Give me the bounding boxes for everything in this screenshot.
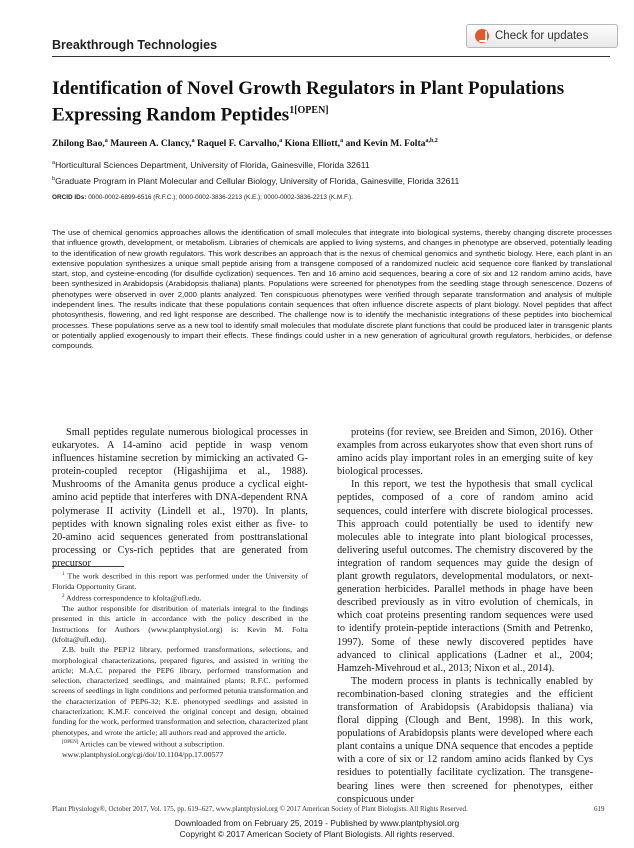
download-notice: Downloaded from on February 25, 2019 - Published by www.plantphysiol.org — [174, 818, 460, 828]
abstract: The use of chemical genomics approaches allows the identification of small molecules that integrate into biological systems, thereby changing discrete processes that influence growth, development, or metabolism. Libraries of chemicals are applied to living systems, and changes in phenotype are observed, potentially leading to the identification of new growth regulators. This work describes an approach that is the nexus of chemical genomics and synthetic biology. Here, each plant in an extensive population synthesizes a unique small peptide arising from a transgene composed of a randomized nucleic acid sequence core flanked by translational start, stop, and cysteine-encoding (for disulfide cyclization) sequences. Ten and 16 amino acid sequences, bearing a core of six and 12 random amino acids, have been synthesized in Arabidopsis (Arabidopsis thaliana) plants. Populations were screened for phenotypes from the seedling stage through senescence. Dozens of phenotypes were observed in over 2,000 plants analyzed. Ten conspicuous phenotypes were verified through separate transformation and analysis of multiple independent lines. The results indicate that these populations contain sequences that often influence discrete aspects of plant biology. Novel peptides that affect photosynthesis, flowering, and red light response are described. The challenge now is to identify the mechanistic integrations of these peptides into biochemical processes. These populations serve as a new tool to identify small molecules that modulate discrete plant functions that could be produced later in transgenic plants or potentially applied exogenously to impart their effects. These findings could usher in a new generation of agricultural growth regulators, herbicides, or defense compounds. — [52, 228, 612, 351]
body-paragraph: In this report, we test the hypothesis that small cyclical peptides, composed of a core of random amino acid sequences, could interfere with discrete biological processes. This approach could potentially be used to identify new molecules able to integrate into plant biological processes, delivering useful outcomes. The chemistry discovered by the integration of random sequences may guide the design of plant growth regulators, developmental modulators, or next-generation herbicides. Parallel methods in phage have been described previously as in vitro evolution of chemicals, in which coat proteins presenting random sequences were used to identify protein-peptide interactions (Smith and Petrenko, 1997). Some of these newly discovered peptides have advanced to clinical applications (Ladner et al., 2004; Hamzeh-Mivehroud et al., 2013; Nixon et al., 2014). — [337, 479, 593, 674]
affiliation-a: $^a$Horticultural Sciences Department, University of Florida, Gainesville, Florida 32611 — [52, 160, 370, 170]
author-name: Kiona Elliott, — [282, 138, 341, 150]
footnote — [52, 604, 308, 645]
author-name: Maureen A. Clancy, — [107, 138, 192, 150]
body-column-left — [52, 426, 308, 570]
footnote — [52, 570, 308, 592]
footnotes — [52, 570, 308, 760]
footnote-text: The author responsible for distribution of materials integral to the findings presented in this article in accordance with the policy described in the Instructions for Authors (www.plantphysiol.org) is: Kevin M. Folta (kfolta@ufl.edu). — [52, 604, 308, 644]
author-affiliation-marker: a — [104, 138, 108, 144]
check-updates-icon — [475, 29, 489, 43]
author-name: Raquel F. Carvalho, — [194, 138, 280, 150]
page-number: 619 — [594, 805, 605, 813]
title-marker: 1[OPEN] — [289, 105, 329, 116]
footnote — [52, 738, 308, 750]
footnote-marker: 2 — [62, 594, 65, 600]
author-list — [52, 138, 438, 149]
header-rule — [52, 56, 610, 57]
footnote-marker: [OPEN] — [62, 739, 79, 745]
orcid-ids: ORCID IDs: 0000-0002-6899-6516 (R.F.C.); 0000-0002-3836-2213 (K.E.); 0000-0002-3836-2213 (K.M.F.). — [52, 194, 353, 201]
footnote-text: The work described in this report was performed under the University of Florida Opportunity Grant. — [52, 571, 308, 591]
footnote-text: Z.B. built the PEP12 library, performed transformations, selections, and morphological characterizations, prepared figures, and assisted in writing the article; M.A.C. prepared the PEP6 library, performed transformation and selection, characterized seedlings, and maintained plants; R.F.C. performed screens of seedlings in light conditions and performed petunia transformation and the characterization of PEP6-32; K.E. phenotyped seedlings and assisted in characterization; K.M.F. conceived the original concept and design, obtained funding for the work, performed transformation and selection, characterized plant phenotypes, and wrote the article; all authors read and approved the article. — [52, 645, 308, 737]
body-paragraph: The modern process in plants is technically enabled by recombination-based cloning strategies and the efficient transformation of Arabidopsis (Arabidopsis thaliana) via floral dipping (Clough and Bent, 1998). In this work, populations of Arabidopsis plants were developed where each plant contains a unique DNA sequence that encodes a peptide with a core of six or 12 random amino acids flanked by Cys residues to potentially facilitate cyclization. The transgene-bearing lines were then screened for phenotypes, either conspicuous under — [337, 675, 593, 805]
footnote-text: Address correspondence to kfolta@ufl.edu. — [64, 593, 202, 603]
footnote-rule — [52, 566, 124, 567]
footnote-text: www.plantphysiol.org/cgi/doi/10.1104/pp.17.00577 — [62, 749, 224, 759]
author-affiliation-marker: a,b,2 — [425, 138, 438, 144]
footnote-marker: 1 — [62, 572, 65, 577]
author-affiliation-marker: a — [340, 138, 344, 144]
body-paragraph: Small peptides regulate numerous biological processes in eukaryotes. A 14-amino acid peptide in wasp venom influences histamine secretion by mimicking an activated G-protein-coupled receptor (Higashijima et al., 1988). Mushrooms of the Amanita genus produce a cyclical eight-amino acid peptide that interferes with DNA-dependent RNA polymerase II activity (Lindell et al., 1970). In plants, peptides with known signaling roles exist either as five- to 20-amino acid sequences generated from posttranslational processing or Cys-rich peptides that are generated from precursor — [52, 427, 308, 569]
check-for-updates-label: Check for updates — [495, 30, 589, 42]
article-title: Identification of Novel Growth Regulators in Plant Populations Expressing Random Peptides$^{1[OPEN]}$ — [52, 78, 565, 126]
author-name: Zhilong Bao, — [52, 138, 105, 150]
footnote — [52, 750, 308, 760]
check-for-updates-button[interactable] — [466, 24, 618, 48]
copyright-notice: Copyright © 2017 American Society of Plant Biologists. All rights reserved. — [179, 829, 455, 839]
author-name: and Kevin M. Folta — [343, 138, 426, 150]
footnote — [52, 592, 308, 604]
footnote — [52, 645, 308, 738]
body-column-right — [337, 426, 593, 806]
footnote-text: Articles can be viewed without a subscription. — [78, 739, 225, 749]
author-affiliation-marker: a — [279, 138, 283, 144]
author-affiliation-marker: a — [191, 138, 195, 144]
body-paragraph: proteins (for review, see Breiden and Simon, 2016). Other examples from across eukaryotes show that even short runs of amino acids play important roles in an emerging suite of key biological processes. — [337, 427, 593, 478]
section-label: Breakthrough Technologies — [52, 38, 218, 52]
affiliation-b: $^b$Graduate Program in Plant Molecular and Cellular Biology, University of Florida, Gainesville, Florida 32611 — [52, 176, 460, 186]
journal-footer: Plant Physiology®, October 2017, Vol. 175, pp. 619–627, www.plantphysiol.org © 2017 American Society of Plant Biologists. All Rights Reserved. — [52, 805, 468, 813]
